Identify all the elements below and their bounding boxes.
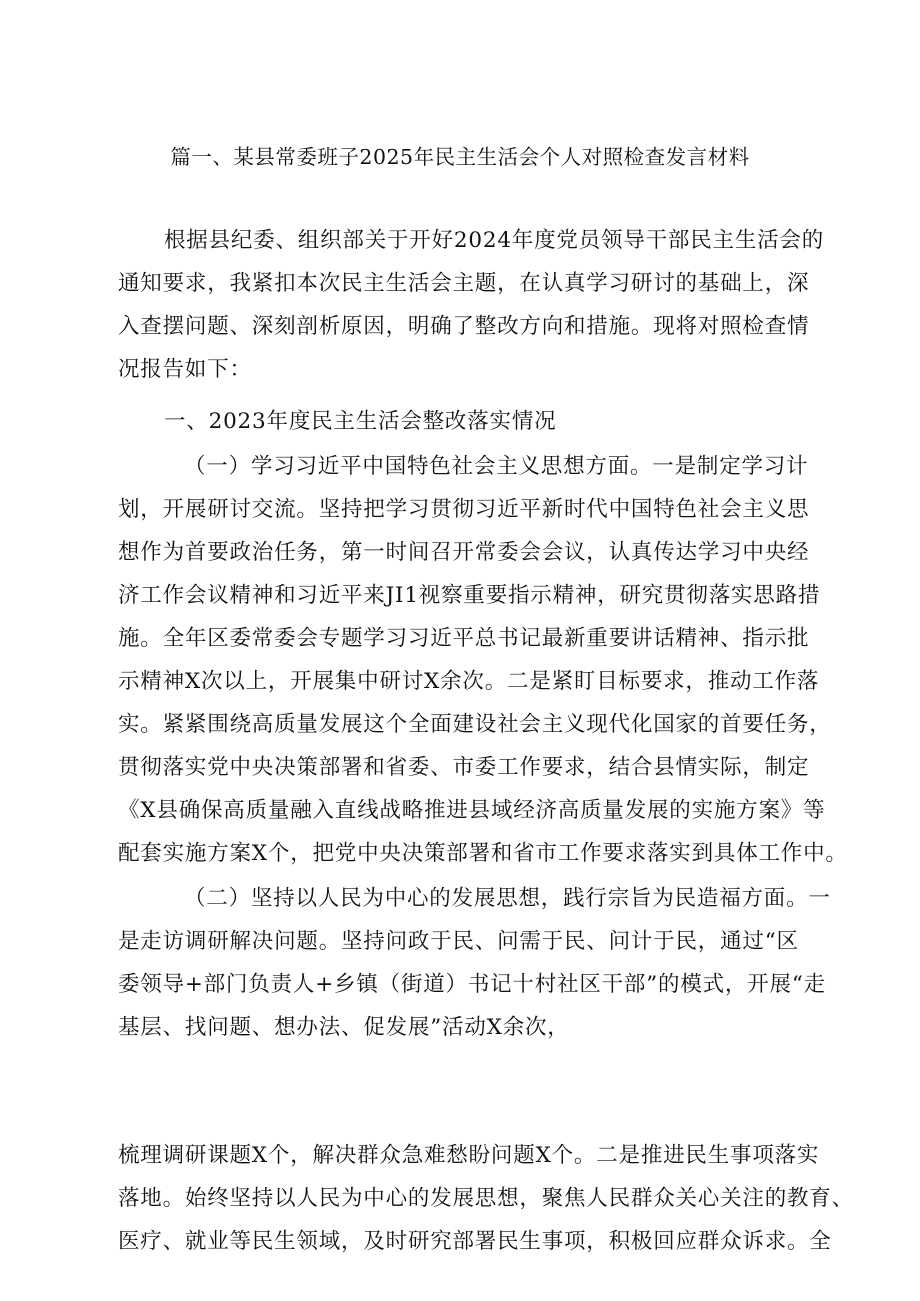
- point1-line: 《X县确保高质量融入直线战略推进县域经济高质量发展的实施方案》等: [118, 798, 826, 823]
- continuation-line: 落地。始终坚持以人民为中心的发展思想，聚焦人民群众关心关注的教育、: [118, 1186, 854, 1211]
- point1-line: 想作为首要政治任务，第一时间召开常委会会议，认真传达学习中央经: [118, 540, 810, 565]
- intro-line: 入查摆问题、深刻剖析原因，明确了整改方向和措施。现将对照检查情: [118, 314, 810, 339]
- section-heading-block: [118, 400, 838, 443]
- point2-paragraph: [118, 877, 838, 1049]
- point1-line: 示精神X次以上，开展集中研讨X余次。二是紧盯目标要求，推动工作落: [118, 669, 820, 694]
- intro-line: 通知要求，我紧扣本次民主生活会主题，在认真学习研讨的基础上，深: [118, 271, 810, 296]
- point2-line: 基层、找问题、想办法、促发展”活动X余次，: [118, 1015, 570, 1040]
- point2-line: （二）坚持以人民为中心的发展思想，践行宗旨为民造福方面。一: [184, 886, 831, 911]
- point1-line: 贯彻落实党中央决策部署和省委、市委工作要求，结合县情实际，制定: [118, 755, 810, 780]
- continuation-paragraph: [118, 1134, 854, 1263]
- point1-line: 配套实施方案X个，把党中央决策部署和省市工作要求落实到具体工作中。: [118, 841, 848, 866]
- point1-paragraph: [118, 445, 848, 875]
- document-title: 篇一、某县常委班子2025年民主生活会个人对照检查发言材料: [170, 145, 750, 169]
- intro-line: 根据县纪委、组织部关于开好2024年度党员领导干部民主生活会的: [164, 228, 825, 253]
- point1-line: 济工作会议精神和习近平来JI1视察重要指示精神，研究贯彻落实思路措: [118, 583, 821, 608]
- point2-line: 委领导+部门负责人+乡镇（街道）书记十村社区干部”的模式，开展“走: [118, 972, 826, 997]
- intro-paragraph: [118, 219, 838, 391]
- point1-line: （一）学习习近平中国特色社会主义思想方面。一是制定学习计: [184, 454, 809, 479]
- point2-line: 是走访调研解决问题。坚持问政于民、问需于民、问计于民，通过“区: [118, 929, 799, 954]
- point1-line: 施。全年区委常委会专题学习习近平总书记最新重要讲话精神、指示批: [118, 626, 810, 651]
- section-heading: 一、2023年度民主生活会整改落实情况: [164, 409, 557, 434]
- continuation-line: 梳理调研课题X个，解决群众急难愁盼问题X个。二是推进民生事项落实: [118, 1143, 820, 1168]
- point1-line: 实。紧紧围绕高质量发展这个全面建设社会主义现代化国家的首要任务，: [118, 712, 832, 737]
- point1-line: 划，开展研讨交流。坚持把学习贯彻习近平新时代中国特色社会主义思: [118, 497, 810, 522]
- continuation-line: 医疗、就业等民生领域，及时研究部署民生事项，积极回应群众诉求。全: [118, 1229, 832, 1254]
- intro-line: 况报告如下：: [118, 357, 252, 382]
